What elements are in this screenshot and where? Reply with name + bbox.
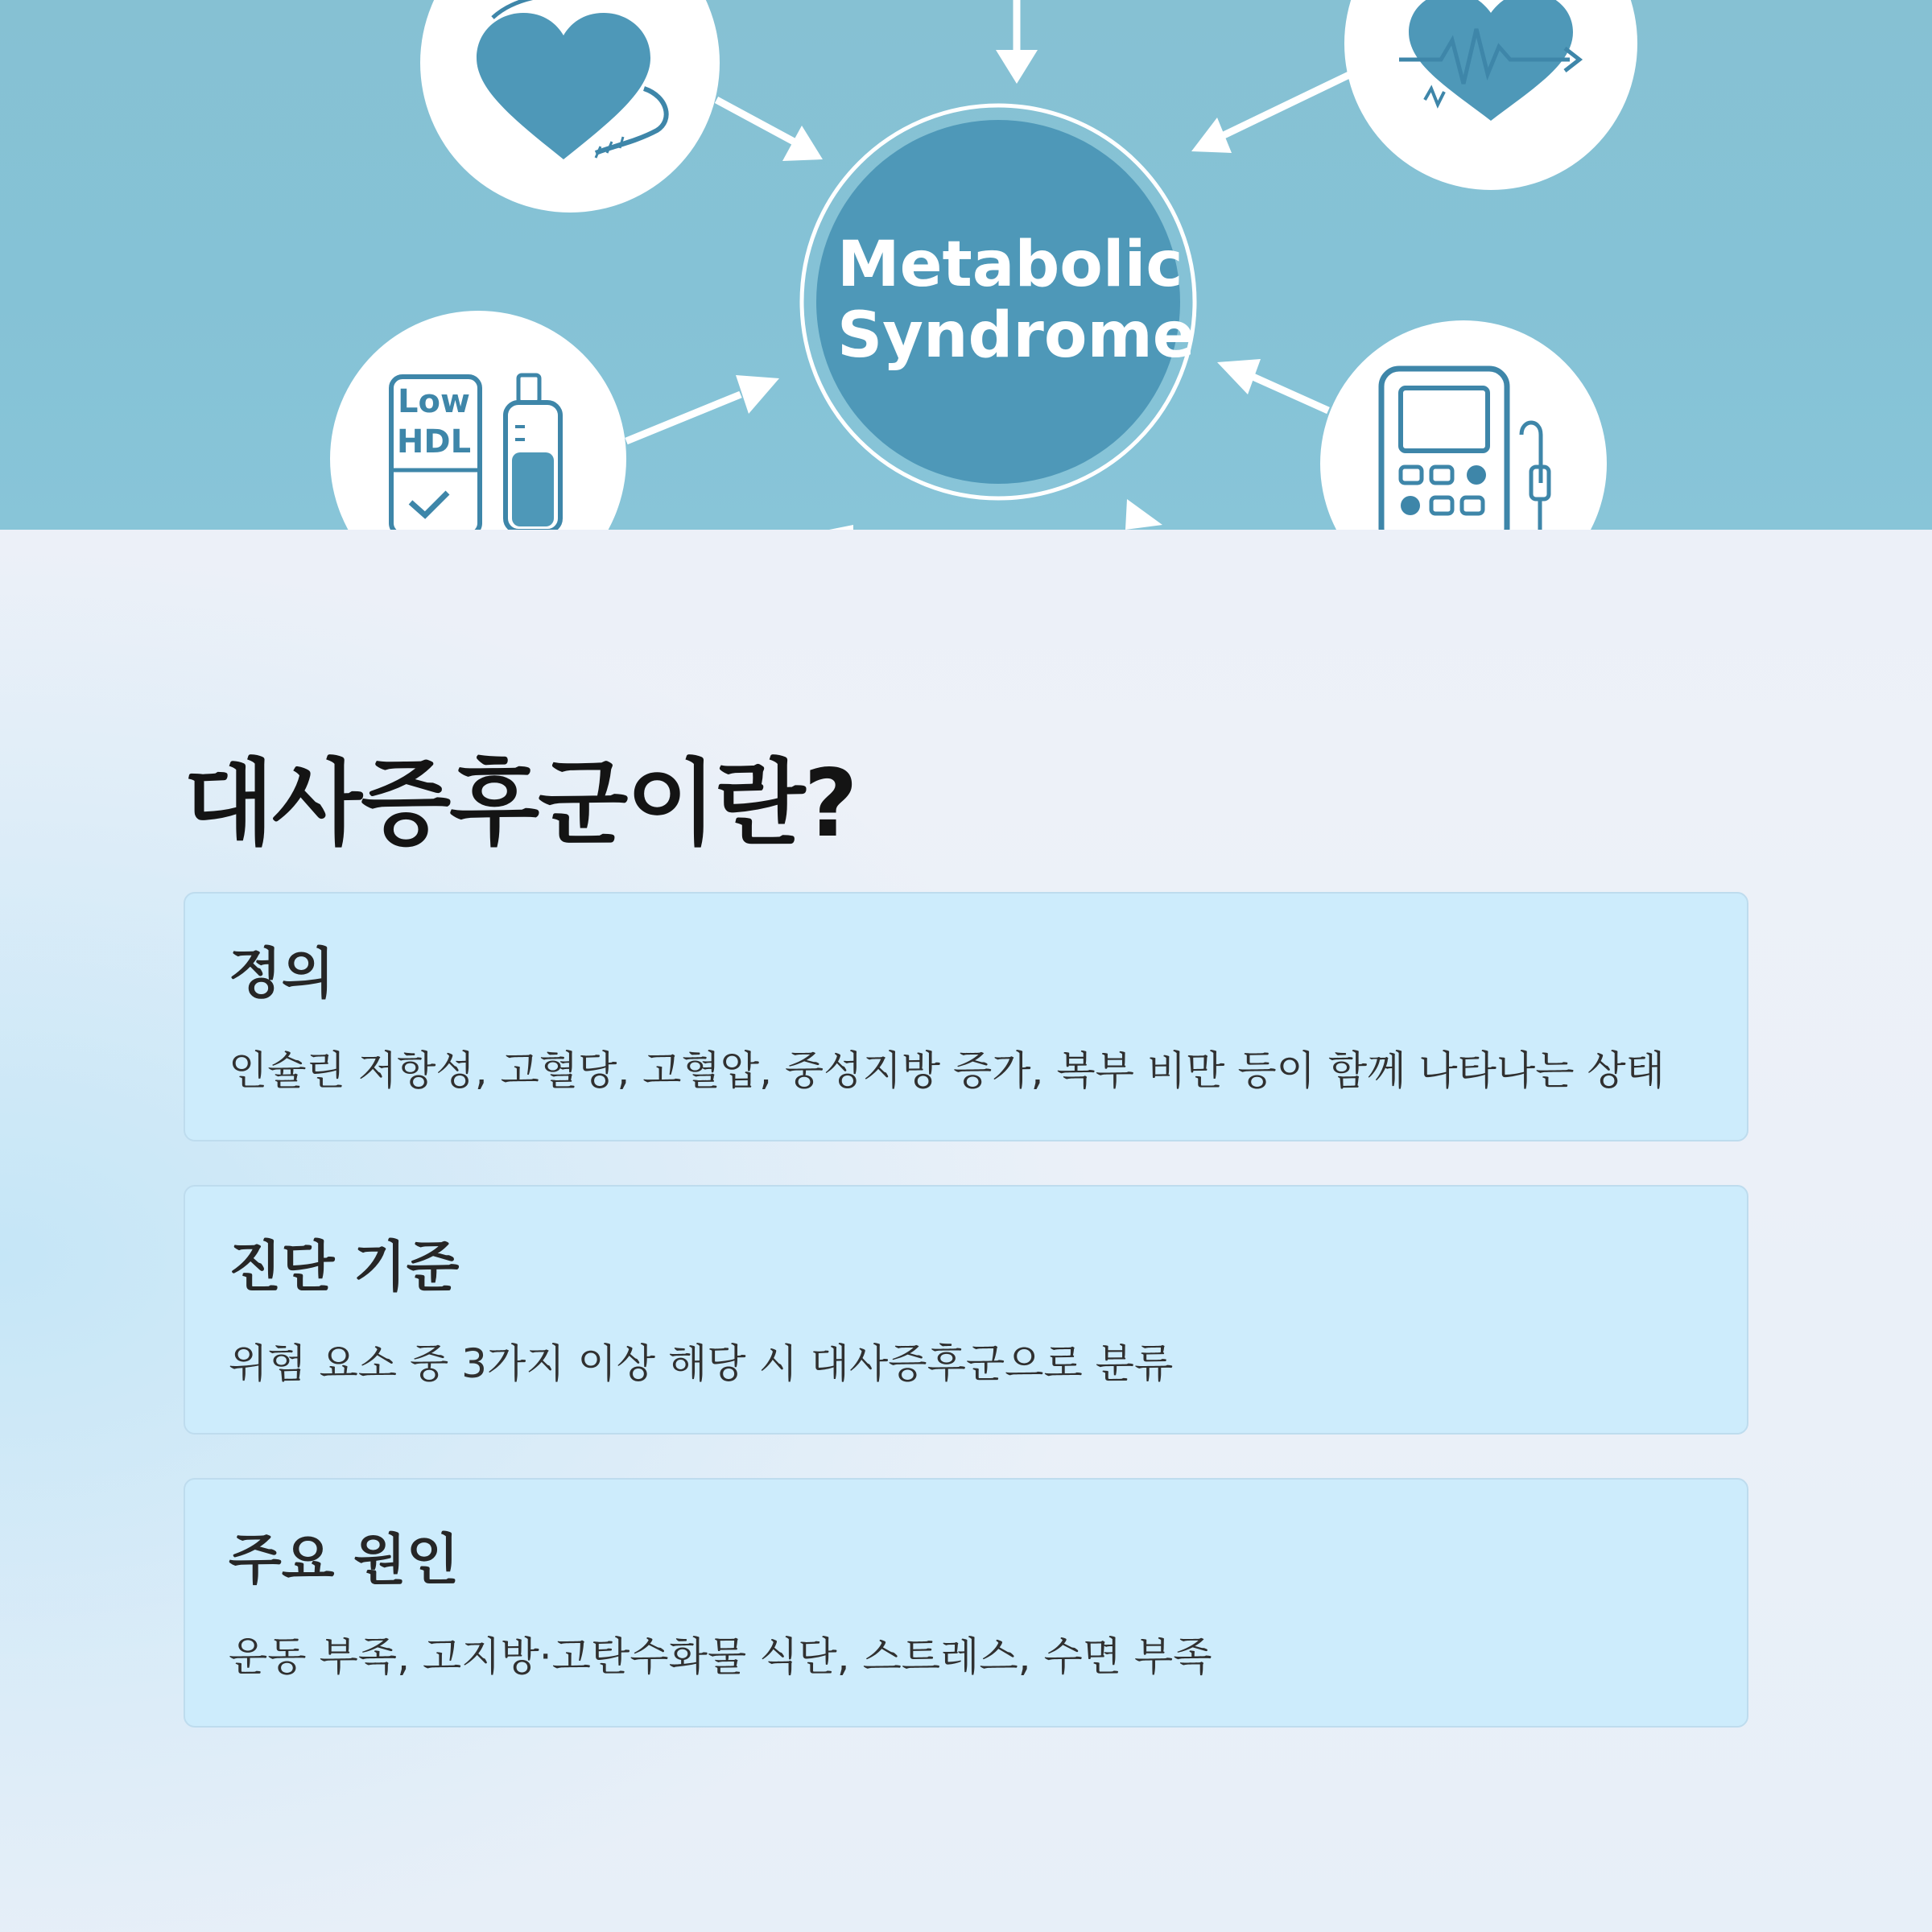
diagnosis-criteria-card — [184, 1185, 1748, 1435]
center-label — [837, 229, 1195, 372]
glucose-meter-icon — [1320, 320, 1607, 530]
card-body: 운동 부족, 고지방·고탄수화물 식단, 스트레스, 수면 부족 — [229, 1633, 1212, 1680]
card-title: 진단 기준 — [229, 1236, 460, 1299]
card-body: 인슐린 저항성, 고혈당, 고혈압, 중성지방 증가, 복부 비만 등이 함께 나타나는 상태 — [229, 1047, 1666, 1094]
heart-tape-icon — [420, 0, 720, 213]
heart-pulse-icon — [1344, 0, 1637, 190]
low-hdl-icon — [330, 311, 626, 530]
card-body: 위험 요소 중 3가지 이상 해당 시 대사증후군으로 분류 — [229, 1340, 1174, 1387]
center-label-line2: Syndrome — [837, 299, 1195, 372]
low-hdl-label-line1: Low — [398, 383, 470, 420]
definition-card — [184, 892, 1748, 1141]
low-hdl-label — [391, 382, 477, 462]
low-hdl-label-line2: HDL — [396, 423, 472, 460]
card-title: 정의 — [229, 943, 335, 1006]
main-causes-card — [184, 1478, 1748, 1728]
card-title: 주요 원인 — [229, 1529, 460, 1592]
hero-illustration — [0, 0, 1932, 530]
page-title: 대사증후군이란? — [184, 749, 857, 858]
center-label-line1: Metabolic — [837, 229, 1183, 301]
